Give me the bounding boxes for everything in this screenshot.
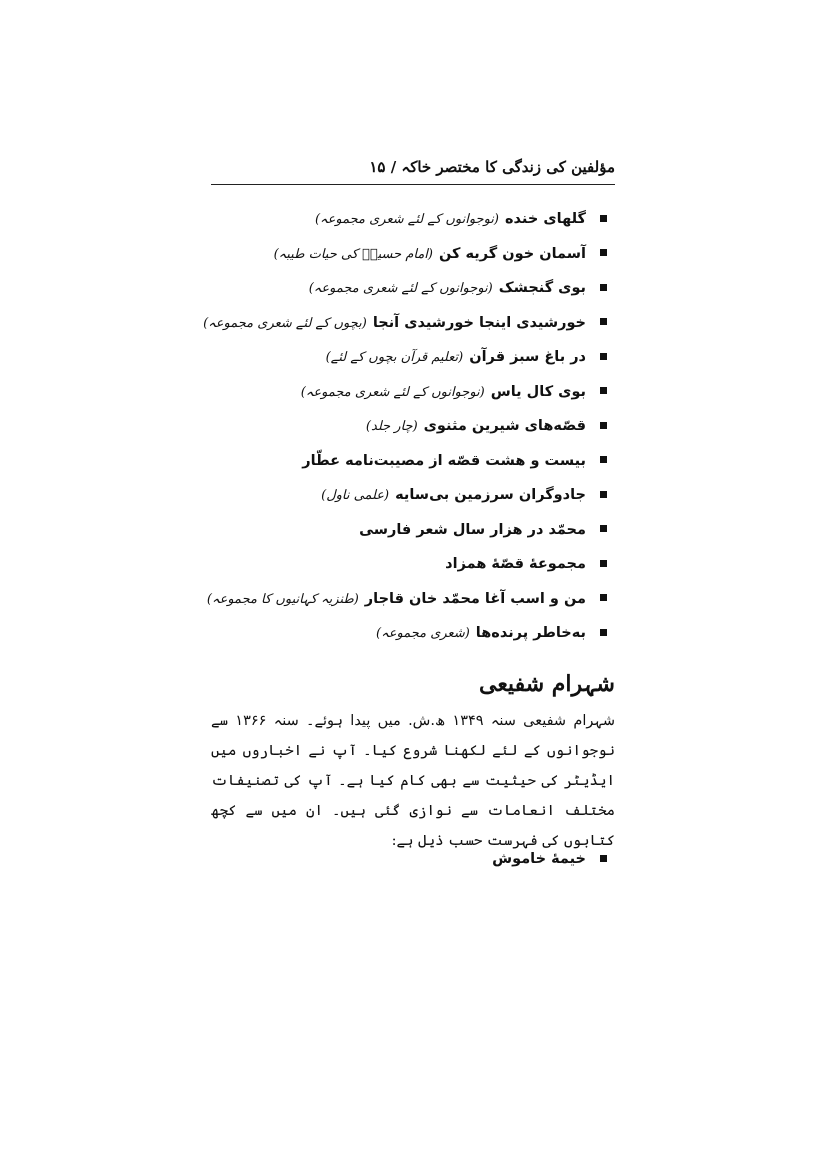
book-title: من و اسب آغا محمّد خان قاجار bbox=[364, 590, 586, 607]
book-note: (بچوں کے لئے شعری مجموعہ) bbox=[203, 315, 367, 331]
square-bullet-icon bbox=[600, 422, 607, 429]
square-bullet-icon bbox=[600, 525, 607, 532]
list-item bbox=[203, 306, 607, 341]
author-biography bbox=[211, 706, 615, 856]
square-bullet-icon bbox=[600, 387, 607, 394]
book-title: گلهای خنده bbox=[504, 211, 586, 227]
book-note: (امام حسینؑ کی حیات طیبہ) bbox=[273, 246, 433, 262]
book-title: بوی گنجشک bbox=[498, 280, 586, 296]
list-item bbox=[211, 547, 607, 582]
book-note: (طنزیہ کہانیوں کا مجموعہ) bbox=[206, 591, 359, 607]
book-title: آسمان خون گریه کن bbox=[438, 245, 586, 262]
book-title: جادوگران سرزمین بی‌سایه bbox=[395, 487, 586, 503]
square-bullet-icon bbox=[600, 456, 607, 463]
book-note: (نوجوانوں کے لئے شعری مجموعہ) bbox=[308, 281, 493, 296]
book-note: (نوجوانوں کے لئے شعری مجموعہ) bbox=[314, 212, 499, 227]
list-item bbox=[211, 202, 607, 237]
biography-paragraph: شہرام شفیعی سنہ ۱۳۴۹ ھ.ش. میں پیدا ہوئے۔ سنہ ۱۳۶۶ سے نوجوانوں کے لئے لکھنا شروع کیا۔ آپ نے اخباروں میں ایڈیٹر کی حیثیت سے بھی کام کیا ہے۔ آپ کی تصنیفات مختلف انعامات سے نوازی گئی ہیں۔ ان میں سے کچھ کتابوں کی فہرست حسب ذیل ہے: bbox=[211, 713, 616, 849]
square-bullet-icon bbox=[600, 353, 607, 360]
square-bullet-icon bbox=[600, 249, 607, 256]
square-bullet-icon bbox=[600, 855, 607, 862]
list-item bbox=[211, 271, 607, 306]
book-title: بوی کال یاس bbox=[490, 383, 586, 400]
list-item bbox=[211, 616, 607, 651]
square-bullet-icon bbox=[600, 215, 607, 222]
square-bullet-icon bbox=[600, 560, 607, 567]
square-bullet-icon bbox=[600, 594, 607, 601]
square-bullet-icon bbox=[600, 284, 607, 291]
square-bullet-icon bbox=[600, 318, 607, 325]
book-title: در باغ سبز قرآن bbox=[469, 349, 586, 365]
book-note: (شعری مجموعہ) bbox=[376, 626, 470, 641]
book-title: به‌خاطر پرنده‌ها bbox=[475, 625, 586, 641]
book-list bbox=[203, 202, 607, 651]
book-title: بیست و هشت قصّه از مصیبت‌نامه عطّار bbox=[302, 452, 586, 469]
list-item bbox=[211, 375, 607, 410]
list-item bbox=[211, 842, 607, 877]
book-note: (چار جلد) bbox=[365, 419, 418, 434]
author-heading: شہرام شفیعی bbox=[478, 671, 615, 697]
book-title: مجموعهٔ قصّهٔ همزاد bbox=[445, 556, 586, 572]
list-item bbox=[206, 582, 607, 617]
running-header: مؤلفین کی زندگی کا مختصر خاکہ / ۱۵ bbox=[369, 158, 615, 176]
list-item bbox=[211, 409, 607, 444]
list-item bbox=[211, 340, 607, 375]
list-item bbox=[211, 513, 607, 548]
book-title: محمّد در هزار سال شعر فارسی bbox=[359, 521, 586, 538]
book-title: خیمهٔ خاموش bbox=[492, 851, 586, 867]
list-item bbox=[211, 478, 607, 513]
book-title: خورشیدی اینجا خورشیدی آنجا bbox=[372, 314, 586, 331]
book-note: (تعلیم قرآن بچوں کے لئے) bbox=[325, 350, 464, 365]
book-list-author bbox=[211, 842, 607, 877]
list-item bbox=[211, 444, 607, 479]
square-bullet-icon bbox=[600, 491, 607, 498]
square-bullet-icon bbox=[600, 629, 607, 636]
book-title: قصّه‌های شیرین مثنوی bbox=[423, 418, 586, 434]
list-item bbox=[211, 237, 607, 272]
header-divider bbox=[211, 184, 615, 185]
book-note: (نوجوانوں کے لئے شعری مجموعہ) bbox=[300, 384, 485, 400]
book-note: (علمی ناول) bbox=[321, 488, 390, 503]
